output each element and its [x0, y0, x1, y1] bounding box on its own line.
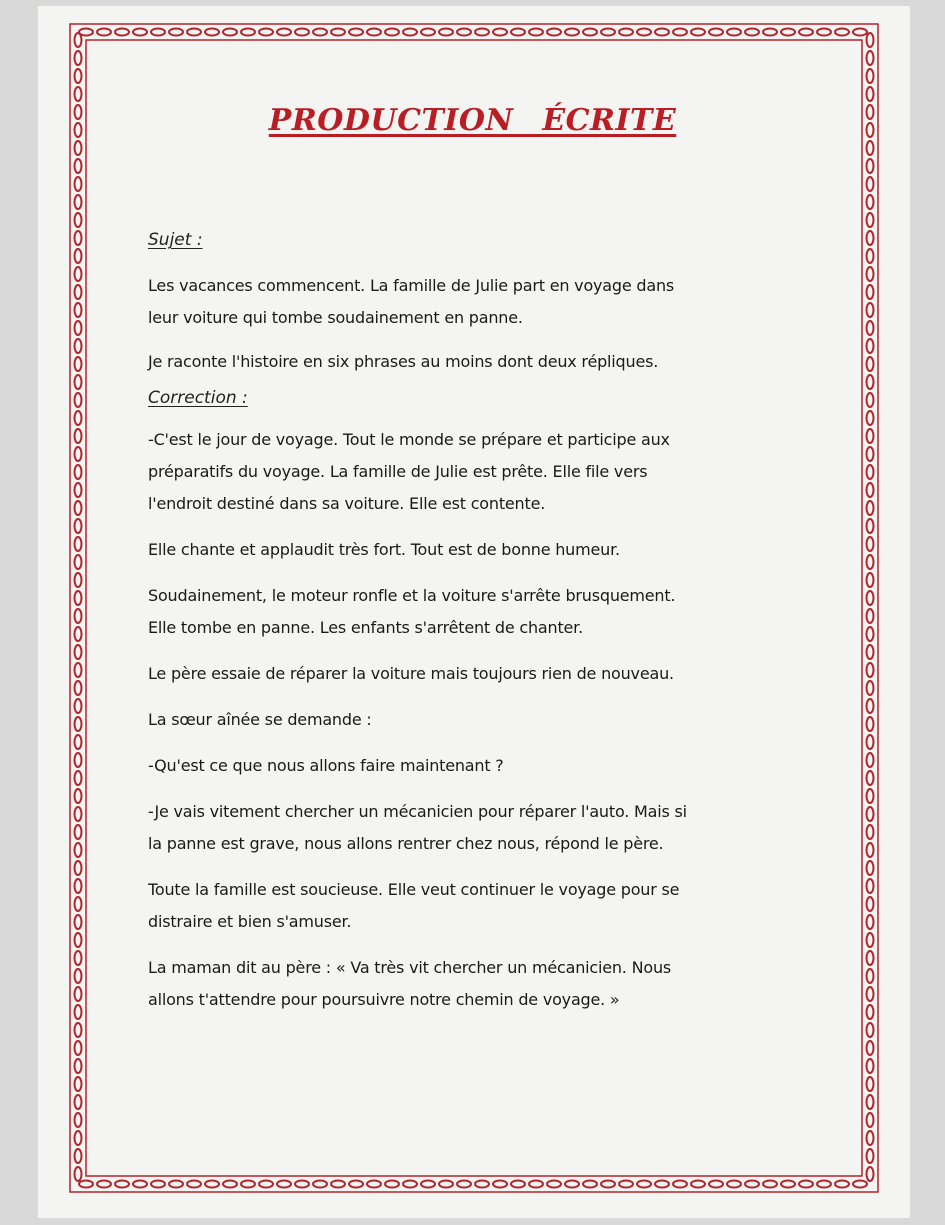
paragraph: [148, 750, 808, 782]
paragraph: [148, 874, 808, 938]
paragraph-line: La sœur aînée se demande :: [148, 710, 372, 729]
paragraph: [148, 796, 808, 860]
paragraph: [148, 580, 808, 644]
paragraph: [148, 658, 808, 690]
paragraph-line: Le père essaie de réparer la voiture mais toujours rien de nouveau.: [148, 664, 674, 683]
subject-line: Les vacances commencent. La famille de Julie part en voyage dans: [148, 276, 675, 295]
paragraph-line: -Je vais vitement chercher un mécanicien pour réparer l'auto. Mais si: [148, 802, 687, 821]
paragraph-line: l'endroit destiné dans sa voiture. Elle est contente.: [148, 494, 546, 513]
paragraph-line: Soudainement, le moteur ronfle et la voiture s'arrête brusquement.: [148, 586, 676, 605]
instruction: Je raconte l'histoire en six phrases au moins dont deux répliques.: [148, 352, 659, 371]
paragraph-line: la panne est grave, nous allons rentrer chez nous, répond le père.: [148, 834, 664, 853]
paragraph: [148, 534, 808, 566]
paragraph: [148, 424, 808, 520]
paragraph: [148, 952, 808, 1016]
paragraph-line: distraire et bien s'amuser.: [148, 912, 352, 931]
paragraph-line: La maman dit au père : « Va très vit chercher un mécanicien. Nous: [148, 958, 672, 977]
paragraph-line: allons t'attendre pour poursuivre notre chemin de voyage. »: [148, 990, 620, 1009]
paragraph: [148, 704, 808, 736]
page-title: PRODUCTION ÉCRITE: [268, 103, 677, 138]
paragraph-line: préparatifs du voyage. La famille de Julie est prête. Elle file vers: [148, 462, 648, 481]
paragraph-line: Elle tombe en panne. Les enfants s'arrêtent de chanter.: [148, 618, 583, 637]
paragraph-line: Elle chante et applaudit très fort. Tout est de bonne humeur.: [148, 540, 620, 559]
subject-heading: Sujet :: [148, 230, 203, 250]
paragraph-line: -C'est le jour de voyage. Tout le monde se prépare et participe aux: [148, 430, 670, 449]
subject-line: leur voiture qui tombe soudainement en panne.: [148, 308, 523, 327]
paragraph-line: -Qu'est ce que nous allons faire maintenant ?: [148, 756, 504, 775]
correction-heading: Correction :: [148, 388, 248, 408]
document-content: [148, 230, 808, 1016]
paragraph-line: Toute la famille est soucieuse. Elle veut continuer le voyage pour se: [148, 880, 680, 899]
